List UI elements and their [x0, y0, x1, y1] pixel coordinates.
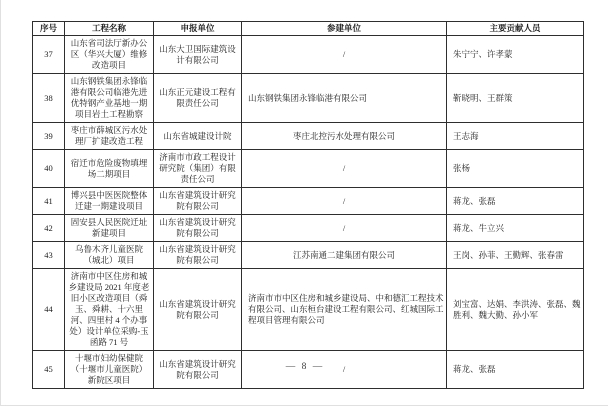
cell-project-name: 山东省司法厅新办公区（华兴大厦）维修改造项目: [65, 36, 154, 74]
cell-serial-number: 39: [33, 123, 65, 150]
cell-project-name: 枣庄市薛城区污水处理厂扩建改造工程: [65, 123, 154, 150]
column-header: 参建单位: [242, 22, 447, 36]
awards-table-header: [33, 22, 584, 36]
cell-serial-number: 45: [33, 351, 65, 389]
cell-project-name: 十堰市妇幼保健院（十堰市儿童医院）新院区项目: [65, 351, 154, 389]
cell-main-contributors: 蒋龙、张磊: [447, 351, 584, 389]
cell-main-contributors: 朱宁宁、许孝蒙: [447, 36, 584, 74]
table-row: [33, 74, 584, 123]
cell-applicant-unit: 山东大卫国际建筑设计有限公司: [154, 36, 242, 74]
cell-serial-number: 43: [33, 242, 65, 269]
table-row: [33, 123, 584, 150]
cell-participating-units: 济南市市中区住房和城乡建设局、中和德汇工程技术有限公司、山东桓台建设工程有限公司、红城国际工程项目管理有限公司: [242, 269, 447, 351]
table-row: [33, 36, 584, 74]
column-header: 序号: [33, 22, 65, 36]
awards-table-body: [33, 36, 584, 389]
cell-applicant-unit: 山东省建筑设计研究院有限公司: [154, 351, 242, 389]
page-number: — 8 —: [285, 362, 325, 372]
cell-project-name: 博兴县中医医院整体迁建一期建设项目: [65, 188, 154, 215]
cell-main-contributors: 王志海: [447, 123, 584, 150]
cell-participating-units: /: [242, 188, 447, 215]
cell-main-contributors: 靳晓明、王群策: [447, 74, 584, 123]
cell-main-contributors: 王岗、孙菲、王勤辉、张春雷: [447, 242, 584, 269]
cell-project-name: 固安县人民医院迁址新建项目: [65, 215, 154, 242]
cell-serial-number: 38: [33, 74, 65, 123]
table-row: [33, 215, 584, 242]
cell-serial-number: 40: [33, 150, 65, 188]
cell-applicant-unit: 济南市市政工程设计研究院（集团）有限责任公司: [154, 150, 242, 188]
cell-participating-units: /: [242, 215, 447, 242]
cell-applicant-unit: 山东省建筑设计研究院有限公司: [154, 242, 242, 269]
table-row: [33, 188, 584, 215]
cell-participating-units: /: [242, 150, 447, 188]
cell-project-name: 乌鲁木齐儿童医院（城北）项目: [65, 242, 154, 269]
column-header: 申报单位: [154, 22, 242, 36]
column-header: 主要贡献人员: [447, 22, 584, 36]
cell-participating-units: /: [242, 36, 447, 74]
cell-applicant-unit: 山东省建筑设计研究院有限公司: [154, 215, 242, 242]
table-row: [33, 242, 584, 269]
column-header: 工程名称: [65, 22, 154, 36]
cell-main-contributors: 蒋龙、牛立兴: [447, 215, 584, 242]
cell-project-name: 济南市中区住房和城乡建设局 2021 年度老旧小区改造项目（舜玉、舜耕、十六里河、四里村 4 个办事处）设计单位采购-玉函路 71 号: [65, 269, 154, 351]
table-row: [33, 150, 584, 188]
cell-project-name: 宿迁市危险废物填埋场二期项目: [65, 150, 154, 188]
cell-participating-units: 枣庄北控污水处理有限公司: [242, 123, 447, 150]
table-row: [33, 269, 584, 351]
cell-main-contributors: 张杨: [447, 150, 584, 188]
cell-applicant-unit: 山东省建筑设计研究院有限公司: [154, 188, 242, 215]
cell-participating-units: 山东钢铁集团永锋临港有限公司: [242, 74, 447, 123]
awards-table: [32, 21, 584, 389]
cell-serial-number: 44: [33, 269, 65, 351]
cell-applicant-unit: 山东正元建设工程有限责任公司: [154, 74, 242, 123]
cell-participating-units: 江苏南通二建集团有限公司: [242, 242, 447, 269]
cell-applicant-unit: 山东省建筑设计研究院有限公司: [154, 269, 242, 351]
cell-applicant-unit: 山东省城建设计院: [154, 123, 242, 150]
cell-project-name: 山东钢铁集团永锋临港有限公司临港先进优特钢产业基地一期项目岩土工程勘察: [65, 74, 154, 123]
cell-main-contributors: 蒋龙、张磊: [447, 188, 584, 215]
cell-serial-number: 37: [33, 36, 65, 74]
cell-serial-number: 41: [33, 188, 65, 215]
cell-participating-units: /: [242, 351, 447, 389]
cell-main-contributors: 刘宝富、达娟、李洪涛、张磊、魏胜利、魏大勤、孙小军: [447, 269, 584, 351]
header-row: [33, 22, 584, 36]
cell-serial-number: 42: [33, 215, 65, 242]
